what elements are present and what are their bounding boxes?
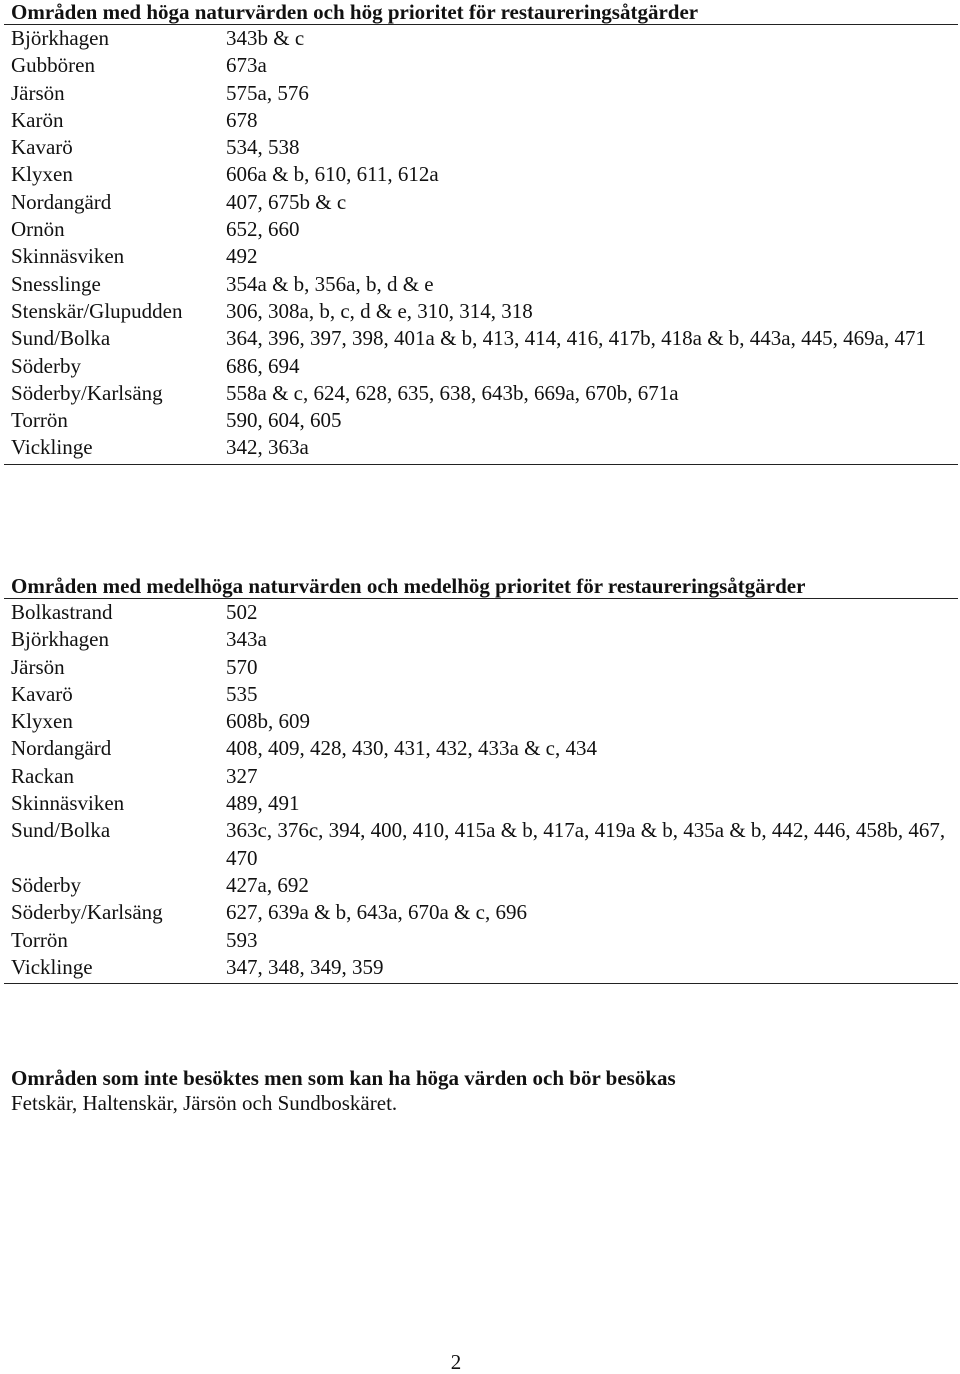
area-name: Klyxen: [11, 709, 73, 734]
table-row: [4, 434, 958, 461]
medium-priority-table: [4, 599, 958, 984]
unvisited-section: [4, 1066, 958, 1117]
area-ids: 590, 604, 605: [226, 408, 342, 433]
area-name: Torrön: [11, 927, 68, 952]
area-name: Björkhagen: [11, 627, 109, 652]
page-number: 2: [450, 1350, 462, 1374]
area-ids: 678: [226, 107, 258, 132]
table-row: [4, 325, 958, 352]
area-name: Skinnäsviken: [11, 244, 125, 269]
table-row: [4, 708, 958, 735]
table-row: [4, 80, 958, 107]
area-ids: 652, 660: [226, 217, 300, 242]
area-ids: 343a: [226, 627, 267, 652]
area-ids: 686, 694: [226, 353, 300, 378]
table-row: [4, 681, 958, 708]
area-name: Gubbören: [11, 53, 95, 78]
table-row: [4, 763, 958, 790]
area-name: Kavarö: [11, 681, 73, 706]
area-name: Stenskär/Glupudden: [11, 298, 183, 323]
table-row: [4, 243, 958, 270]
area-ids: 535: [226, 681, 258, 706]
medium-priority-title: Områden med medelhöga naturvärden och medelhög prioritet för restaureringsåtgärder: [4, 574, 958, 599]
table-row: [4, 271, 958, 298]
unvisited-title: Områden som inte besöktes men som kan ha höga värden och bör besökas: [11, 1066, 676, 1090]
area-name: Torrön: [11, 408, 68, 433]
area-name: Bolkastrand: [11, 600, 113, 624]
medium-priority-section: [4, 574, 958, 984]
table-row: [4, 654, 958, 681]
area-ids: 489, 491: [226, 791, 300, 816]
area-name: Järsön: [11, 654, 65, 679]
high-priority-table: [4, 25, 958, 465]
area-ids: 608b, 609: [226, 709, 310, 734]
table-row: [4, 407, 958, 434]
area-ids: 408, 409, 428, 430, 431, 432, 433a & c, 434: [226, 736, 597, 761]
table-row: [4, 790, 958, 817]
area-name: Vicklinge: [11, 435, 93, 460]
table-row: [4, 52, 958, 79]
area-ids: 593: [226, 927, 258, 952]
table-row: [4, 626, 958, 653]
area-ids: 347, 348, 349, 359: [226, 954, 384, 979]
table-row: [4, 817, 958, 872]
area-ids: 673a: [226, 53, 267, 78]
table-row: [4, 25, 958, 52]
area-name: Sund/Bolka: [11, 818, 111, 843]
area-ids: 606a & b, 610, 611, 612a: [226, 162, 439, 187]
area-name: Söderby: [11, 353, 81, 378]
area-ids: 492: [226, 244, 258, 269]
table-row: [4, 380, 958, 407]
area-ids: 427a, 692: [226, 872, 309, 897]
table-row: [4, 216, 958, 243]
area-name: Karön: [11, 107, 64, 132]
area-name: Ornön: [11, 217, 65, 242]
high-priority-section: [4, 0, 958, 465]
area-ids: 363c, 376c, 394, 400, 410, 415a & b, 417a, 419a & b, 435a & b, 442, 446, 458b, 467, 470: [226, 818, 946, 870]
area-name: Sund/Bolka: [11, 326, 111, 351]
area-name: Söderby/Karlsäng: [11, 380, 163, 405]
area-name: Nordangärd: [11, 189, 112, 214]
area-name: Klyxen: [11, 162, 73, 187]
table-row: [4, 134, 958, 161]
area-ids: 364, 396, 397, 398, 401a & b, 413, 414, 416, 417b, 418a & b, 443a, 445, 469a, 471: [226, 326, 926, 351]
table-row: [4, 107, 958, 134]
area-ids: 570: [226, 654, 258, 679]
area-ids: 534, 538: [226, 135, 300, 160]
area-ids: 407, 675b & c: [226, 189, 347, 214]
area-ids: 327: [226, 763, 258, 788]
area-name: Björkhagen: [11, 26, 109, 50]
area-name: Söderby/Karlsäng: [11, 900, 163, 925]
table-row: [4, 353, 958, 380]
area-name: Söderby: [11, 872, 81, 897]
table-row: [4, 189, 958, 216]
area-name: Rackan: [11, 763, 74, 788]
unvisited-text: Fetskär, Haltenskär, Järsön och Sundboskäret.: [11, 1091, 398, 1115]
table-row: [4, 298, 958, 325]
high-priority-title: Områden med höga naturvärden och hög prioritet för restaureringsåtgärder: [4, 0, 958, 25]
area-name: Nordangärd: [11, 736, 112, 761]
area-name: Kavarö: [11, 135, 73, 160]
area-ids: 575a, 576: [226, 80, 309, 105]
table-row: [4, 872, 958, 899]
table-row: [4, 599, 958, 626]
area-ids: 342, 363a: [226, 435, 309, 460]
table-row: [4, 735, 958, 762]
area-ids: 354a & b, 356a, b, d & e: [226, 271, 434, 296]
area-name: Snesslinge: [11, 271, 101, 296]
area-name: Skinnäsviken: [11, 791, 125, 816]
table-row: [4, 899, 958, 926]
area-ids: 502: [226, 600, 258, 624]
area-name: Järsön: [11, 80, 65, 105]
table-row: [4, 927, 958, 954]
area-ids: 343b & c: [226, 26, 305, 50]
area-ids: 558a & c, 624, 628, 635, 638, 643b, 669a, 670b, 671a: [226, 380, 679, 405]
table-row: [4, 954, 958, 981]
area-ids: 627, 639a & b, 643a, 670a & c, 696: [226, 900, 527, 925]
area-name: Vicklinge: [11, 954, 93, 979]
table-row: [4, 161, 958, 188]
area-ids: 306, 308a, b, c, d & e, 310, 314, 318: [226, 298, 533, 323]
